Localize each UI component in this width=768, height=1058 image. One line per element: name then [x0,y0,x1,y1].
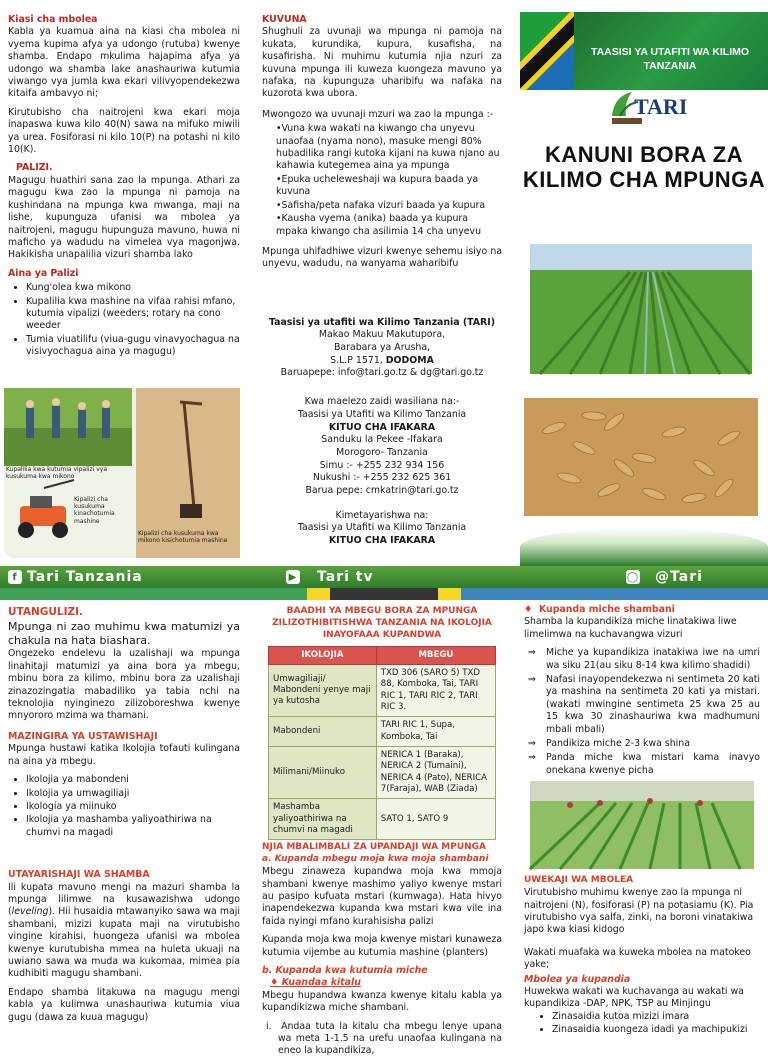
prepared-by-block [262,510,502,548]
uwekaji-para2: Wakati muafaka wa kuweka mbolea na matokeo yake; [524,946,751,971]
title-line1: KANUNI BORA ZA [544,142,744,167]
col2-top [262,14,502,564]
table-row: Umwagiliaji/ Mabondeni yenye maji ya kutosha TXD 306 (SARO 5) TXD 88, Komboka, Tai, TARI RIC 1, TARI RIC 2, TARI RIC 3. [269,664,496,716]
tanzania-flag-icon [520,12,574,90]
list-item: ⇒ Miche ya kupandikiza inatakiwa iwe na umri wa siku 21(au siku 8-14 kwa kilimo shadidi) [524,647,760,672]
social-facebook[interactable]: f Tari Tanzania [8,568,143,586]
kupanda-intro: Shamba la kupandikiza miche linatakiwa liwe limelimwa na kuchavangwa vizuri [524,616,737,640]
mbolea-kupandia-heading: Mbolea ya kupandia [524,973,631,985]
utayarishaji-para1: Ili kupata mavuno mengi na mazuri shamba la mpunga lilimwe na kusawazishwa udongo (leveling). Hii husaidia mtawanyiko sawa wa maji shambani, mizizi kupata maji na virutubisho vingine kirahisi, huongeza ufanisi wa mbolea kwenye kurutubisha mmea na huleta ukuaji na uwiano sawa wa muda wa kukomaa, mimea pia kudhibiti magugu shambani. [8,881,240,980]
addr1-line3: S.L.P 1571, DODOMA [330,354,434,366]
rice-grain-image [524,398,758,516]
kiasi-para1: Kabla ya kuamua aina na kiasi cha mbolea ni vyema kupima afya ya udongo (rutuba) kwenye shamba. Endapo mkulima hajapima afya ya udongo wa shamba lake anashauriwa kutumia viwango vya jumla kwa ekari vilivyopendekezwa kitaifa ambavyo ni; [8,26,240,100]
photo-caption-3: Kipalizi cha kusukuma kwa mikono kisichotumia mashine [138,530,228,545]
njia-a-para2: Kupanda moja kwa moja kwenye mistari kunaweza kutumia vijembe au kutumia mashine (planters) [262,934,502,958]
palizi-heading: PALIZI. [16,162,53,174]
addr2-simu: Simu :- +255 232 934 156 [319,459,445,471]
kiasi-heading: Kiasi cha mbolea [8,14,98,25]
weeding-photo-panel [4,388,240,558]
title-line2: KILIMO CHA MPUNGA [522,167,766,193]
table-header-ikolojia: IKOLOJIA [269,646,377,664]
social-youtube[interactable]: ▶ Tari tv [286,568,374,586]
addr2-line2: Sanduku la Pekee -Ifakara [321,434,443,446]
kuvuna-heading: KUVUNA [262,14,307,25]
list-item: • Kupalilia kwa mashine na vifaa rahisi mfano, kutumia vipalizi (weeders; rotary na cono weeder [26,296,240,333]
addr2-line1: Taasisi ya Utafiti wa Kilimo Tanzania [297,408,467,420]
addr1-email[interactable]: Baruapepe: info@tari.go.tz & dg@tari.go.tz [280,367,484,379]
table-row: Mabondeni TARI RIC 1, Supa, Komboka, Tai [269,717,496,747]
list-item: • Kung'olea kwa mikono [26,282,240,294]
photo-caption-1: Kupalilia kwa kutumia vipalizi vya kusukuma kwa mikono [6,466,108,481]
tari-logo [606,86,688,130]
cover-title [520,142,768,193]
cover-banner [520,12,768,90]
mwongozo-intro: Mwongozo wa uvunaji mzuri wa zao la mpunga :- [262,108,494,120]
list-item: •Vuna kwa wakati na kiwango cha unyevu unaofaa (nyama nono), masuke mengi 80% hubadilika rangi kutoka kijani na kuwa njano au kahawia kutegemea aina ya mpunga [276,123,500,172]
list-item: • Ikolojia ya mashamba yaliyoathiriwa na chumvi na magadi [26,814,240,839]
col1-top [8,14,240,390]
address-block-hq [262,317,502,380]
table-title: BAADHI YA MBEGU BORA ZA MPUNGA ZILIZOTHIBITISHWA TANZANIA NA IKOLOJIA INAYOFAAA KUPANDWA [272,606,492,640]
banner-text: TAASISI YA UTAFITI WA KILIMO TANZANIA [590,46,750,72]
addr2-center: KITUO CHA IFAKARA [328,421,436,433]
njia-b-heading: b. Kupanda kwa kutumia miche [262,965,428,977]
uwekaji-para1: Virutubisho muhimu kwenye zao la mpunga ni naitrojeni (N), fosiforasi (P) na potasiamu (K). Pia virutubisho vya salfa, zinki, na boroni vinatakiwa japo kwa kiasi kidogo [524,887,754,936]
njia-a-heading: a. Kupanda mbegu moja kwa moja shambani [262,854,489,865]
prep-center: KITUO CHA IFAKARA [328,535,436,547]
addr2-intro: Kwa maelezo zaidi wasiliana na:- [304,396,460,408]
rice-field-photo [530,244,752,374]
list-item: • Ikolojia ya umwagiliaji [26,788,240,800]
kiasi-para2: Kirutubisho cha naitrojeni kwa ekari moja inapaswa kuwa kilo 40(N) sawa na mifuko miwili ya urea. Fosiforasi ni kilo 10(P) na potashi ni kilo 10(K). [8,106,240,156]
rice-field-image [530,244,752,374]
address-block-ifakara [262,396,502,498]
mazingira-intro: Mpunga hustawi katika Ikolojia tofauti kulingana na aina ya mbegu. [8,743,240,767]
rice-grain-photo [524,398,758,516]
utayarishaji-para2: Endapo shamba litakuwa na magugu mengi kabla ya kulimwa unashauriwa kutumia viua gugu (dawa za kuua magugu) [8,986,240,1023]
logo-text: TARI [634,94,688,119]
social-instagram[interactable]: ◯ @Tari [626,569,703,585]
list-item: ⇒ Nafasi inayopendekezwa ni sentimeta 20 kati ya mashina na sentimeta 20 kati ya mistari. (wakati mwingine sentimeta 25 kwa 25 au 15 kwa 30 zinashauriwa kwa madhumuni mbali mbali) [524,674,760,736]
kuandaa-heading: ♦ Kuandaa kitalu [270,977,361,989]
instagram-icon: ◯ [626,571,640,583]
list-item: • Zinasaidia kuongeza idadi ya machipukizi [552,1024,760,1036]
mazingira-heading: MAZINGIRA YA USTAWISHAJI [8,730,158,742]
njia-heading: NJIA MBALIMBALI ZA UPANDAJI WA MPUNGA [262,842,487,853]
list-item: ⇒ Pandikiza miche 2-3 kwa shina [524,738,760,750]
addr1-line1: Makao Makuu Makutupora, [318,329,446,341]
addr1-line2: Barabara ya Arusha, [333,342,431,354]
kuandaa-item: i. Andaa tuta la kitalu cha mbegu lenye upana wa meta 1-1.5 na urefu unaofaa kulingana na eneo la kupandikiza, [266,1020,502,1057]
mbolea-kupandia-para: Huwekwa wakati wa kuchavanga au wakati wa kupandikiza -DAP, NPK, TSP au Minjingu [524,986,744,1010]
kuvuna-para: Shughuli za uvunaji wa mpunga ni pamoja na kukata, kurundika, kupura, kusafisha, na kusafirisha. Ni muhimu kutumia njia nzuri za kuvuna mpunga ili kuweza kuongeza mavuno ya nafaka, na kupunguza uharibifu wa nafaka na kuzorota kwa ubora. [262,26,502,100]
list-item: •Epuka ucheleweshaji wa kupura baada ya kuvuna [276,173,479,198]
prep-line1: Taasisi ya Utafiti wa Kilimo Tanzania [297,522,467,534]
youtube-icon: ▶ [286,570,300,584]
list-item: •Safisha/peta nafaka vizuri baada ya kupura [276,199,486,211]
utangulizi-para1: Mpunga ni zao muhimu kwa matumizi ya chakula na hata biashara. [8,619,240,648]
aina-heading: Aina ya Palizi [8,267,79,279]
list-item: • Ikologia ya miinuko [26,801,240,813]
list-item: •Kausha vyema (anika) baada ya kupura mpaka kiwango cha asilimia 14 cha unyevu [276,213,482,237]
addr2-nukushi: Nukushi :- +255 232 625 361 [312,472,452,484]
table-row: Milimani/Miinuko NERICA 1 (Baraka), NERICA 2 (Tumaini), NERICA 4 (Pato), NERICA 7(Faraja), WAB (Ziada) [269,747,496,799]
uwekaji-heading: UWEKAJI WA MBOLEA [524,875,634,886]
mwongozo-list [262,123,502,238]
mbolea-list [524,1011,760,1037]
kupanda-list [524,647,760,777]
list-item: • Zinasaidia kutoa mizizi imara [552,1011,760,1023]
list-item: ⇒ Panda miche kwa mistari kama inavyo onekana kwenye picha [524,752,760,777]
transplanting-photo [530,781,754,869]
table-header-mbegu: MBEGU [376,646,495,664]
social-bar [0,566,768,588]
col1-bottom [8,606,240,1024]
table-row: Mashamba yaliyoathiriwa na chumvi na magadi SATO 1, SATO 9 [269,799,496,840]
transplanting-image [530,781,754,869]
addr2-line3: Morogoro- Tanzania [336,446,428,458]
hifadhi-para: Mpunga uhifadhiwe vizuri kwenye sehemu isiyo na unyevu, wadudu, na wanyama waharibifu [262,245,502,270]
mazingira-list [8,774,240,839]
kimetayarishwa: Kimetayarishwa na: [335,509,429,521]
photo-caption-2: Kipalizi cha kusukuma kinachotumia mashine [74,496,115,525]
utayarishaji-heading: UTAYARISHAJI WA SHAMBA [8,869,150,881]
col3-bottom [524,604,760,1036]
mbegu-table [268,646,496,841]
kupanda-heading: ♦ Kupanda miche shambani [524,604,675,615]
facebook-icon: f [8,570,22,584]
addr1-name: Taasisi ya utafiti wa Kilimo Tanzania (TARI) [268,316,496,328]
palizi-para: Magugu huathiri sana zao la mpunga. Athari za magugu kwa zao la mpunga ni pamoja na kushindana na mpunga kwa mwanga, maji na lishe, kupunguza ufanisi wa mbolea ya naitrojeni, magugu hupunguza mavuno, huwa ni maficho ya wadudu na vimelea vya magonjwa. Hakikisha unapalilia vizuri shamba lako [8,174,240,261]
list-item: • Ikolojia ya mabondeni [26,774,240,786]
aina-list [8,282,240,358]
flag-band [0,588,768,600]
utangulizi-heading: UTANGULIZI. [8,606,84,618]
utangulizi-para2: Ongezeko endelevu la uzalishaji wa mpunga linahitaji matumizi ya aina bora ya mbegu, mbinu bora za kilimo, mbinu bora za uzalishaji zinazozingatia mabadiliko ya tabia nchi na teknolojia nyinginezo zilizoboreshwa kwenye mnyororo mzima wa thamani. [8,648,240,722]
cover-green-swoosh [520,528,768,566]
list-item: • Tumia viuatilifu (viua-gugu vinavyochagua na visivyochagua aina ya magugu) [26,334,240,359]
kuandaa-para: Mbegu hupandwa kwanza kwenye kitalu kabla ya kupandikizwa miche shambani. [262,989,502,1014]
njia-a-para1: Mbegu zinaweza kupandwa moja kwa mmoja shambani kwenye mashimo yaliyo kwenye mstari au pasipo kufuata mstari (kumwaga). Hata hivyo inapendekezwa kupanda kwa mstari kwa vile ina faida nyingi mfano kurahisisha palizi [262,866,502,927]
col2-bottom [262,606,502,1057]
addr2-barua[interactable]: Barua pepe: cmkatrin@tari.go.tz [305,484,459,496]
